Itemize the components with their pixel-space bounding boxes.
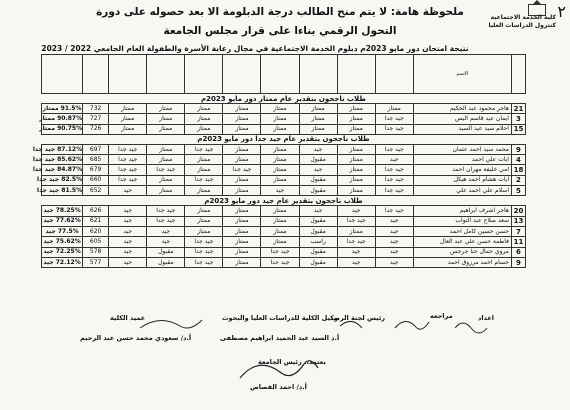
grade-cell: ممتاز — [299, 114, 337, 124]
percentage-cell: 84.87% جيد جدا — [42, 165, 83, 175]
percentage-cell: 72.25% جيد — [42, 247, 83, 257]
serial-cell: 9 — [511, 144, 525, 154]
grade-cell: جيد جدا — [109, 155, 147, 165]
total-cell: 652 — [83, 186, 109, 196]
grade-cell: ممتاز — [147, 114, 185, 124]
grade-cell: ممتاز — [147, 144, 185, 154]
grade-cell: جيد — [109, 237, 147, 247]
grade-cell: ممتاز — [261, 155, 299, 165]
grade-cell: ممتاز — [223, 124, 261, 134]
grade-cell: مقبول — [299, 247, 337, 257]
grade-cell: جيد — [109, 247, 147, 257]
vice-dean-title: وكيل الكلية للدراسات العليا والبحوث — [222, 314, 338, 322]
percentage-cell: 90.75% ممتاز — [42, 124, 83, 134]
grade-cell: جيد جدا — [375, 114, 413, 124]
grade-cell: ممتاز — [337, 165, 375, 175]
dean-name: أ.د/ سعودي محمد حسن عبد الرحيم — [80, 334, 192, 342]
grade-cell: ممتاز — [337, 186, 375, 196]
serial-cell: 4 — [511, 155, 525, 165]
percentage-cell: 82.5% جيد جدا — [42, 175, 83, 185]
grade-cell: جيد جدا — [375, 206, 413, 216]
grade-cell: راسب — [299, 237, 337, 247]
total-cell: 685 — [83, 155, 109, 165]
handwritten-corner-mark: ٢ — [557, 2, 566, 21]
grade-cell: ممتاز — [223, 216, 261, 226]
grade-cell: جيد — [375, 237, 413, 247]
total-cell: 605 — [83, 237, 109, 247]
serial-cell: 15 — [511, 124, 525, 134]
faculty-name: كلية الخدمة الاجتماعية — [490, 14, 556, 21]
total-cell: 727 — [83, 114, 109, 124]
grade-cell: ممتاز — [109, 124, 147, 134]
grade-cell: جيد — [261, 186, 299, 196]
grade-cell: ممتاز — [261, 165, 299, 175]
grade-cell: جيد جدا — [375, 165, 413, 175]
grade-cell: جيد جدا — [337, 216, 375, 226]
grade-cell: ممتاز — [147, 175, 185, 185]
grade-cell: جيد — [147, 226, 185, 236]
grade-cell: جيد جدا — [185, 247, 223, 257]
total-cell: 621 — [83, 216, 109, 226]
grade-cell: جيد — [109, 216, 147, 226]
grade-cell: جيد — [109, 186, 147, 196]
grade-cell: ممتاز — [261, 226, 299, 236]
grade-cell: جيد جدا — [375, 175, 413, 185]
grade-cell: مقبول — [299, 226, 337, 236]
student-name-cell: هاجر اشرف ابراهيم — [413, 206, 511, 216]
grade-cell: ممتاز — [261, 206, 299, 216]
grade-cell: جيد جدا — [185, 175, 223, 185]
student-name-cell: ايات علي احمد — [413, 155, 511, 165]
student-name-cell: محمد سيد احمد عثمان — [413, 144, 511, 154]
grade-cell: ممتاز — [185, 216, 223, 226]
grade-cell: ممتاز — [223, 257, 261, 267]
total-cell: 697 — [83, 144, 109, 154]
grade-cell: جيد جدا — [261, 247, 299, 257]
grade-cell: جيد جدا — [109, 165, 147, 175]
percentage-cell: 77.62% جيد — [42, 216, 83, 226]
grade-cell: جيد — [375, 226, 413, 236]
student-name-cell: مروي جمال حنا جرجس — [413, 247, 511, 257]
percentage-cell: 87.12% جيد جدا — [42, 144, 83, 154]
grade-cell: ممتاز — [337, 155, 375, 165]
grade-cell: جيد جدا — [185, 257, 223, 267]
grade-cell: جيد — [337, 206, 375, 216]
grade-cell: ممتاز — [223, 175, 261, 185]
grade-cell: ممتاز — [261, 144, 299, 154]
percentage-cell: 77.5% جيد — [42, 226, 83, 236]
clerk-label: اعداد — [478, 314, 494, 322]
grade-cell: جيد جدا — [109, 144, 147, 154]
grade-cell: جيد جدا — [375, 124, 413, 134]
grade-cell: مقبول — [147, 247, 185, 257]
student-name-cell: امي خليفة مهران احمد — [413, 165, 511, 175]
section-title: طلاب ناجحون بتقدير عام ممتاز دور مايو 2023م — [42, 94, 526, 104]
president-name: أ.د/ احمد القصاص — [250, 383, 307, 391]
dean-title: عميد الكلية — [110, 314, 146, 322]
grade-cell: ممتاز — [261, 216, 299, 226]
grade-cell: ممتاز — [223, 186, 261, 196]
grade-cell: ممتاز — [337, 144, 375, 154]
grade-cell: ممتاز — [185, 186, 223, 196]
grade-cell: ممتاز — [337, 104, 375, 114]
grade-cell: ممتاز — [147, 104, 185, 114]
grade-cell: جيد جدا — [147, 206, 185, 216]
total-cell: 732 — [83, 104, 109, 114]
grade-cell: مقبول — [299, 155, 337, 165]
serial-cell: 7 — [511, 226, 525, 236]
grade-cell: جيد — [375, 257, 413, 267]
grade-cell: جيد — [299, 144, 337, 154]
serial-cell: 2 — [511, 175, 525, 185]
serial-cell: 9 — [511, 257, 525, 267]
result-title: نتيجة امتحان دور مايو 2023م دبلوم الخدمة الاجتماعية في مجال رعاية الأسرة والطفولة العام الجامعي 2022 / 2023 — [41, 44, 469, 53]
grade-cell: مقبول — [299, 175, 337, 185]
grade-cell: جيد — [375, 216, 413, 226]
grade-cell: جيد جدا — [147, 216, 185, 226]
grade-cell: جيد جدا — [261, 257, 299, 267]
total-cell: 620 — [83, 226, 109, 236]
grade-cell: ممتاز — [109, 104, 147, 114]
control-office: كنترول الدراسات العليا — [488, 22, 556, 29]
grade-cell: جيد — [337, 257, 375, 267]
total-cell: 726 — [83, 124, 109, 134]
grade-cell: مقبول — [299, 216, 337, 226]
grade-cell: ممتاز — [185, 104, 223, 114]
serial-cell: 11 — [511, 237, 525, 247]
grade-cell: ممتاز — [185, 155, 223, 165]
total-cell: 679 — [83, 165, 109, 175]
serial-cell: 3 — [511, 114, 525, 124]
student-name-cell: فاطمة حسن علي عبد العال — [413, 237, 511, 247]
grade-cell: ممتاز — [185, 165, 223, 175]
grade-cell: جيد — [337, 247, 375, 257]
grade-cell: ممتاز — [261, 124, 299, 134]
digital-transformation-note: التحول الرقمي بناءا على قرار مجلس الجامعة — [163, 25, 397, 37]
student-name-cell: اسلام علي احمد علي — [413, 186, 511, 196]
grade-cell: ممتاز — [223, 104, 261, 114]
student-name-cell: حسام احمد مرزوق احمد — [413, 257, 511, 267]
grade-cell: ممتاز — [299, 124, 337, 134]
grade-cell: جيد — [109, 206, 147, 216]
grade-cell: ممتاز — [109, 114, 147, 124]
grade-cell: ممتاز — [147, 124, 185, 134]
student-name-cell: احلام سيد عيد السيد — [413, 124, 511, 134]
grade-cell: ممتاز — [261, 114, 299, 124]
grade-cell: ممتاز — [261, 104, 299, 114]
total-cell: 578 — [83, 247, 109, 257]
grade-cell: جيد جدا — [223, 165, 261, 175]
grade-cell: جيد — [299, 165, 337, 175]
grade-cell: جيد — [109, 257, 147, 267]
serial-cell: 21 — [511, 104, 525, 114]
percentage-cell: 78.25% جيد — [42, 206, 83, 216]
grade-cell: ممتاز — [185, 226, 223, 236]
grade-cell: ممتاز — [337, 226, 375, 236]
vice-dean-name: أ.د السيد عبد الحميد ابراهيم مصطفى — [220, 334, 340, 342]
grade-cell: جيد — [299, 206, 337, 216]
grade-cell: جيد — [109, 226, 147, 236]
grade-cell: مقبول — [299, 257, 337, 267]
grade-cell: ممتاز — [299, 104, 337, 114]
grade-cell: مقبول — [147, 257, 185, 267]
grade-cell: ممتاز — [185, 114, 223, 124]
percentage-cell: 90.87% ممتاز — [42, 114, 83, 124]
section-title: طلاب ناجحون بتقدير عام جيد جدا دور مايو 2023م — [42, 134, 526, 144]
percentage-cell: 85.62% جيد جدا — [42, 155, 83, 165]
serial-cell: 13 — [511, 216, 525, 226]
percentage-cell: 91.5% ممتاز — [42, 104, 83, 114]
grade-cell: ممتاز — [261, 175, 299, 185]
grade-cell: جيد جدا — [375, 186, 413, 196]
student-name-cell: ايات هشام احمد هيكل — [413, 175, 511, 185]
grade-cell: ممتاز — [185, 124, 223, 134]
grade-cell: جيد جدا — [337, 237, 375, 247]
reviewer-label: مراجعه — [430, 312, 453, 320]
important-note: ملحوظة هامة: لا يتم منح الطالب درجة الدبلومة الا بعد حصوله على دورة — [96, 6, 464, 18]
serial-cell: 20 — [511, 206, 525, 216]
grade-cell: ممتاز — [223, 237, 261, 247]
grade-cell: ممتاز — [223, 247, 261, 257]
serial-cell: 18 — [511, 165, 525, 175]
grade-cell: ممتاز — [337, 175, 375, 185]
grade-cell: جيد جدا — [147, 165, 185, 175]
percentage-cell: 75.62% جيد — [42, 237, 83, 247]
section-title: طلاب ناجحون بتقدير عام جيد دور مايو 2023م — [42, 196, 526, 206]
serial-cell: 5 — [511, 186, 525, 196]
grade-cell: ممتاز — [223, 144, 261, 154]
grade-cell: جيد جدا — [109, 175, 147, 185]
grade-cell: ممتاز — [147, 155, 185, 165]
grade-cell: ممتاز — [147, 186, 185, 196]
grade-cell: جيد — [375, 247, 413, 257]
header-name: الاسم — [413, 55, 511, 94]
student-name-cell: سعد صلاح عبد التواب — [413, 216, 511, 226]
grade-cell: جيد — [375, 155, 413, 165]
student-name-cell: ايمان عيد قاسم اليس — [413, 114, 511, 124]
grade-cell: ممتاز — [185, 206, 223, 216]
grade-cell: ممتاز — [337, 124, 375, 134]
grade-cell: ممتاز — [223, 206, 261, 216]
president-approval: يعتمد،، رئيس الجامعة — [258, 358, 326, 366]
total-cell: 660 — [83, 175, 109, 185]
grade-cell: ممتاز — [223, 155, 261, 165]
grade-cell: ممتاز — [337, 114, 375, 124]
grade-cell: ممتاز — [223, 114, 261, 124]
percentage-cell: 72.12% جيد — [42, 257, 83, 267]
grade-cell: جيد — [147, 237, 185, 247]
grade-cell: مقبول — [299, 186, 337, 196]
total-cell: 577 — [83, 257, 109, 267]
committee-head-label: رئيس لجنة الرصد — [330, 314, 386, 322]
total-cell: 626 — [83, 206, 109, 216]
student-name-cell: حسن حسين كامل احمد — [413, 226, 511, 236]
percentage-cell: 81.5% جيد جدا — [42, 186, 83, 196]
grade-cell: جيد جدا — [185, 237, 223, 247]
grade-cell: جيد جدا — [185, 144, 223, 154]
grade-cell: ممتاز — [261, 237, 299, 247]
grade-cell: ممتاز — [223, 226, 261, 236]
serial-cell: 6 — [511, 247, 525, 257]
grade-cell: جيد جدا — [375, 144, 413, 154]
grade-cell: ممتاز — [375, 104, 413, 114]
student-name-cell: هاجر محمود عبد الحكيم — [413, 104, 511, 114]
